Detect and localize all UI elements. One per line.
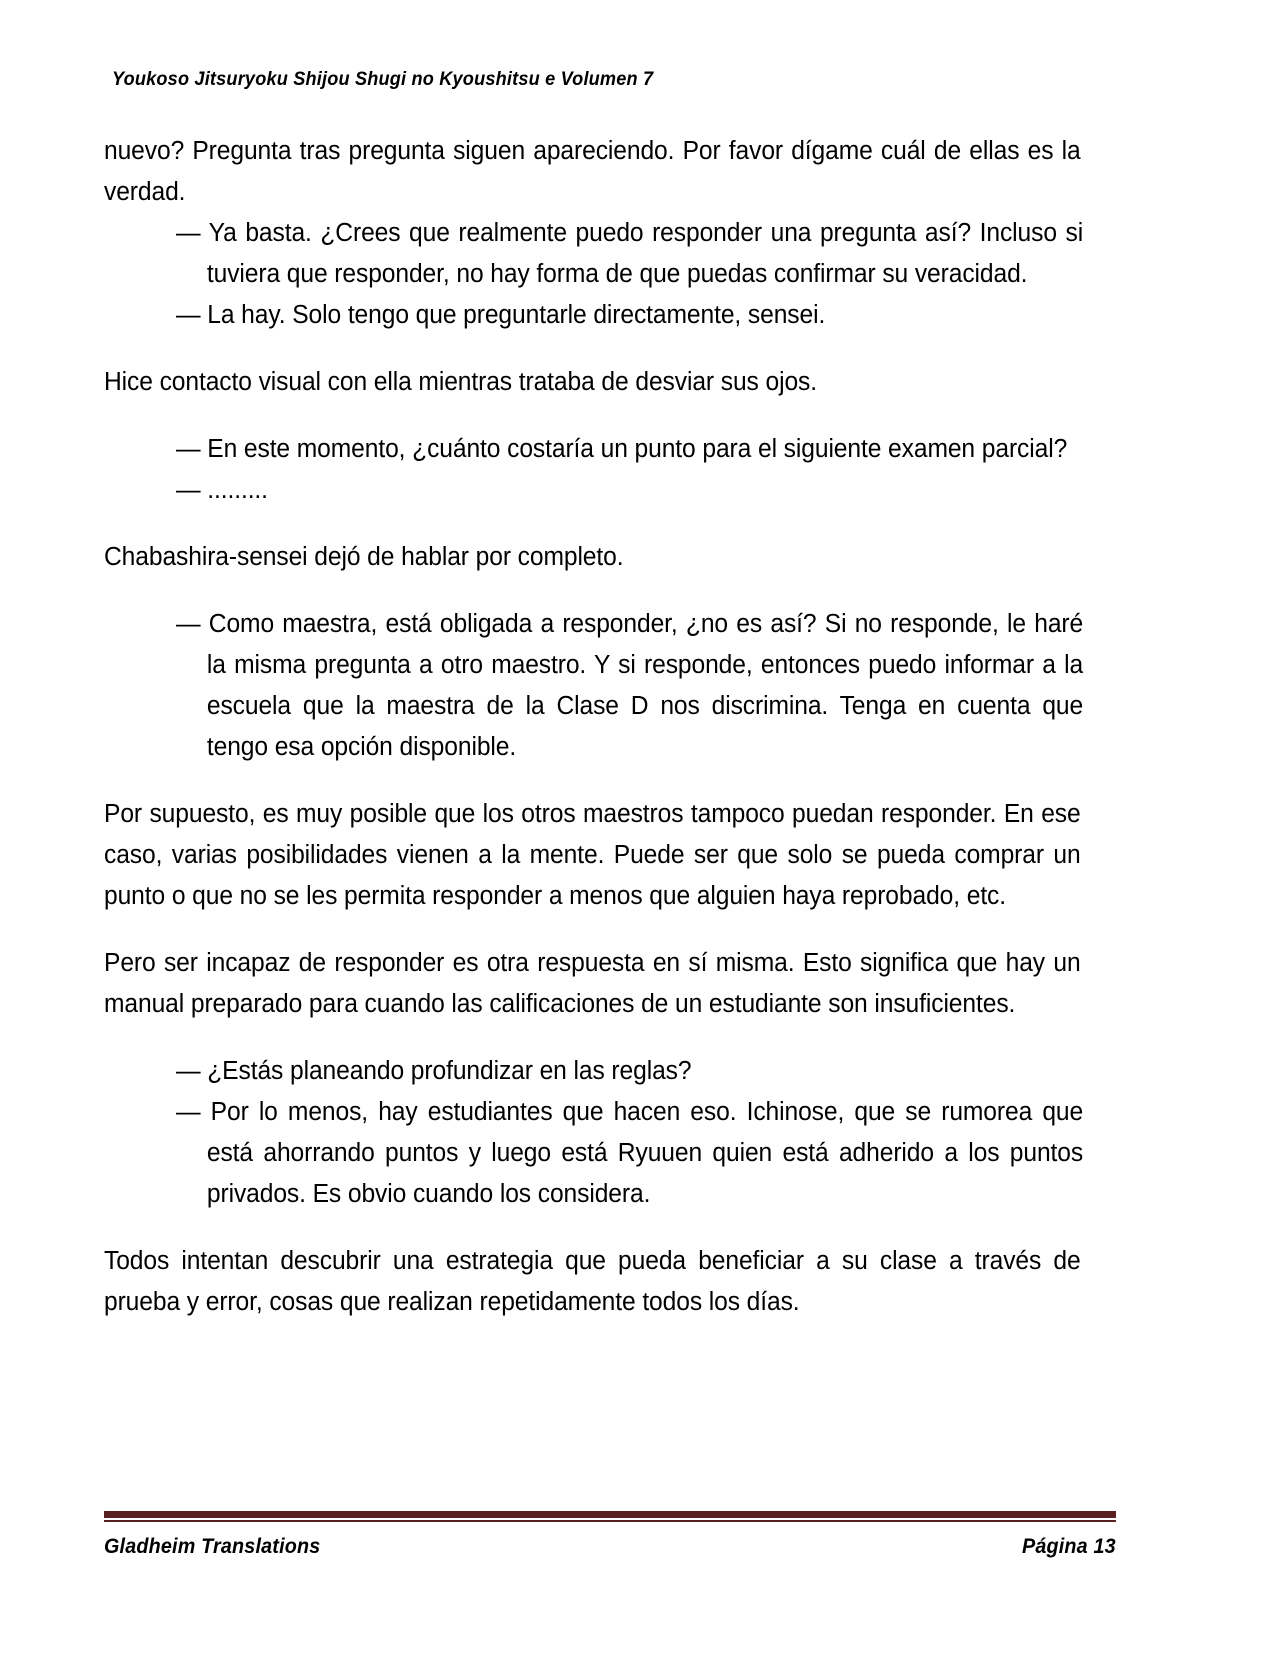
dialogue-block-2 bbox=[104, 429, 1116, 511]
page-footer bbox=[104, 1511, 1116, 1559]
dialogue-line: — Como maestra, está obligada a responder, ¿no es así? Si no responde, le haré la misma pregunta a otro maestro. Y si responde, entonces puedo informar a la escuela que la maestra de la Clase D nos discrimina. Tenga en cuenta que tengo esa opción disponible. bbox=[176, 610, 1084, 761]
paragraph-1: nuevo? Pregunta tras pregunta siguen apareciendo. Por favor dígame cuál de ellas es la verdad. bbox=[104, 137, 1081, 206]
paragraph-2: Hice contacto visual con ella mientras trataba de desviar sus ojos. bbox=[104, 368, 817, 396]
footer-rule-thick bbox=[104, 1511, 1116, 1518]
dialogue-line: — ¿Estás planeando profundizar en las reglas? bbox=[176, 1057, 692, 1085]
paragraph-6: Todos intentan descubrir una estrategia que pueda beneficiar a su clase a través de prueba y error, cosas que realizan repetidamente todos los días. bbox=[104, 1247, 1081, 1316]
footer-row bbox=[104, 1535, 1116, 1559]
dialogue-line: — Por lo menos, hay estudiantes que hacen eso. Ichinose, que se rumorea que está ahorrando puntos y luego está Ryuuen quien está adherido a los puntos privados. Es obvio cuando los considera. bbox=[176, 1098, 1084, 1208]
dialogue-block-3 bbox=[104, 604, 1116, 768]
paragraph-3: Chabashira-sensei dejó de hablar por completo. bbox=[104, 543, 624, 571]
paragraph-5: Pero ser incapaz de responder es otra respuesta en sí misma. Esto significa que hay un manual preparado para cuando las calificaciones de un estudiante son insuficientes. bbox=[104, 949, 1081, 1018]
dialogue-block-4 bbox=[104, 1051, 1116, 1215]
dialogue-line: — ......... bbox=[176, 476, 268, 504]
dialogue-line: — La hay. Solo tengo que preguntarle directamente, sensei. bbox=[176, 301, 826, 329]
page-header bbox=[112, 68, 1168, 91]
footer-page-number: Página 13 bbox=[1022, 1535, 1116, 1558]
footer-rule-thin bbox=[104, 1520, 1116, 1522]
dialogue-line: — En este momento, ¿cuánto costaría un punto para el siguiente examen parcial? bbox=[176, 435, 1068, 463]
dialogue-line: — Ya basta. ¿Crees que realmente puedo responder una pregunta así? Incluso si tuviera que responder, no hay forma de que puedas confirmar su veracidad. bbox=[176, 219, 1084, 288]
paragraph-4: Por supuesto, es muy posible que los otros maestros tampoco puedan responder. En ese caso, varias posibilidades vienen a la mente. Puede ser que solo se pueda comprar un punto o que no se les permita responder a menos que alguien haya reprobado, etc. bbox=[104, 800, 1081, 910]
footer-translator-credit: Gladheim Translations bbox=[104, 1535, 321, 1558]
page-content bbox=[104, 131, 1116, 1349]
header-title: Youkoso Jitsuryoku Shijou Shugi no Kyoushitsu e Volumen 7 bbox=[112, 68, 654, 90]
dialogue-block-1 bbox=[104, 213, 1116, 336]
